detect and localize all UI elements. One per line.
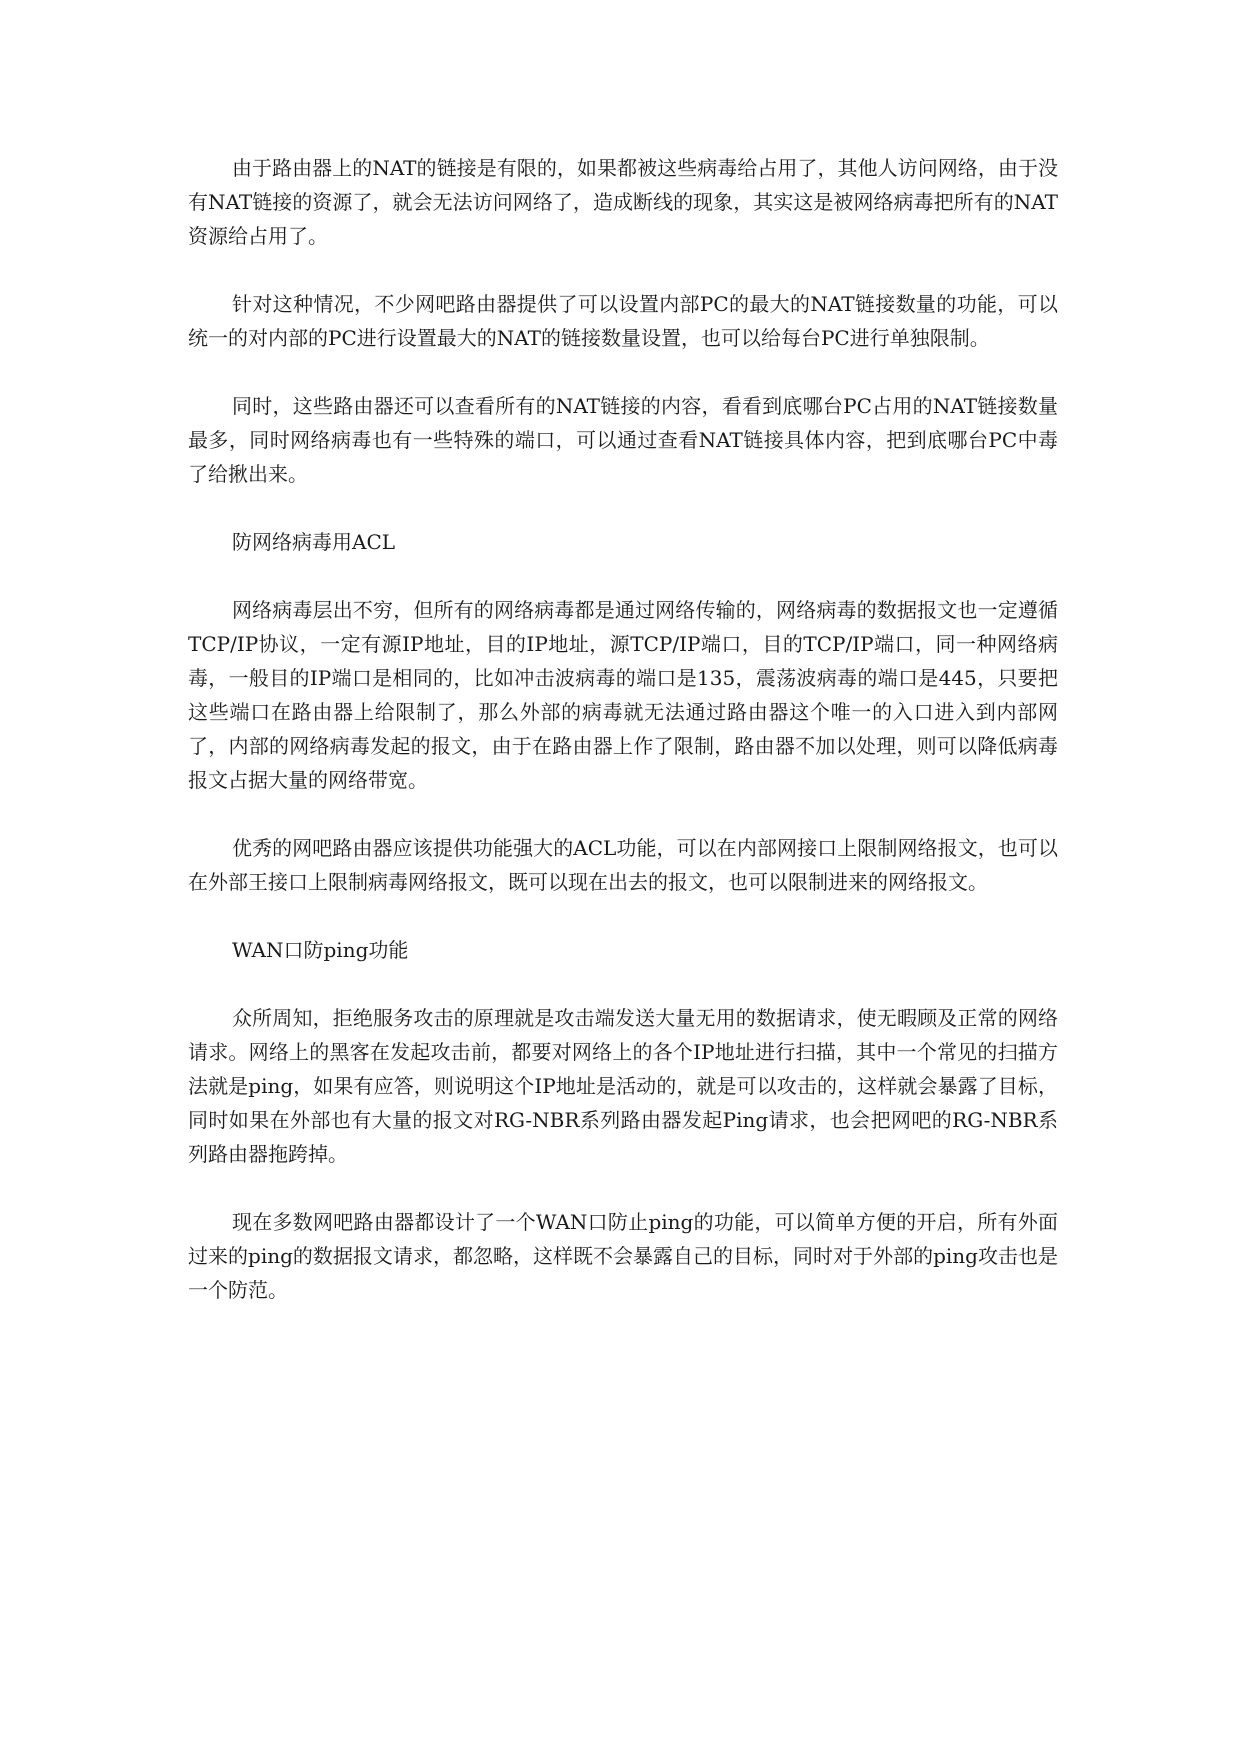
paragraph-nat-link-inspection: 同时，这些路由器还可以查看所有的NAT链接的内容，看看到底哪台PC占用的NAT链接数量最多，同时网络病毒也有一些特殊的端口，可以通过查看NAT链接具体内容，把到底哪台PC中毒了给揪出来。 [188,394,1058,486]
section-heading-wan-ping: WAN口防ping功能 [232,938,409,962]
paragraph-dos-ping-scan: 众所周知，拒绝服务攻击的原理就是攻击端发送大量无用的数据请求，使无暇顾及正常的网络请求。网络上的黑客在发起攻击前，都要对网络上的各个IP地址进行扫描，其中一个常见的扫描方法就是ping，如果有应答，则说明这个IP地址是活动的，就是可以攻击的，这样就会暴露了目标，同时如果在外部也有大量的报文对RG-NBR系列路由器发起Ping请求，也会把网吧的RG-NBR系列路由器拖跨掉。 [188,1006,1058,1166]
paragraph-acl-function: 优秀的网吧路由器应该提供功能强大的ACL功能，可以在内部网接口上限制网络报文，也可以在外部王接口上限制病毒网络报文，既可以现在出去的报文，也可以限制进来的网络报文。 [188,836,1058,894]
paragraph-wan-ping-prevention: 现在多数网吧路由器都设计了一个WAN口防止ping的功能，可以简单方便的开启，所有外面过来的ping的数据报文请求，都忽略，这样既不会暴露自己的目标，同时对于外部的ping攻击也是一个防范。 [188,1210,1058,1302]
paragraph-nat-limit-setting: 针对这种情况，不少网吧路由器提供了可以设置内部PC的最大的NAT链接数量的功能，可以统一的对内部的PC进行设置最大的NAT的链接数量设置，也可以给每台PC进行单独限制。 [188,292,1058,350]
document-body [188,151,1058,1341]
section-heading-acl: 防网络病毒用ACL [232,530,396,554]
paragraph-virus-ports: 网络病毒层出不穷，但所有的网络病毒都是通过网络传输的，网络病毒的数据报文也一定遵循TCP/IP协议，一定有源IP地址，目的IP地址，源TCP/IP端口，目的TCP/IP端口，同一种网络病毒，一般目的IP端口是相同的，比如冲击波病毒的端口是135，震荡波病毒的端口是445，只要把这些端口在路由器上给限制了，那么外部的病毒就无法通过路由器这个唯一的入口进入到内部网了，内部的网络病毒发起的报文，由于在路由器上作了限制，路由器不加以处理，则可以降低病毒报文占据大量的网络带宽。 [188,598,1058,792]
paragraph-nat-links-occupied: 由于路由器上的NAT的链接是有限的，如果都被这些病毒给占用了，其他人访问网络，由于没有NAT链接的资源了，就会无法访问网络了，造成断线的现象，其实这是被网络病毒把所有的NAT资源给占用了。 [188,156,1058,248]
